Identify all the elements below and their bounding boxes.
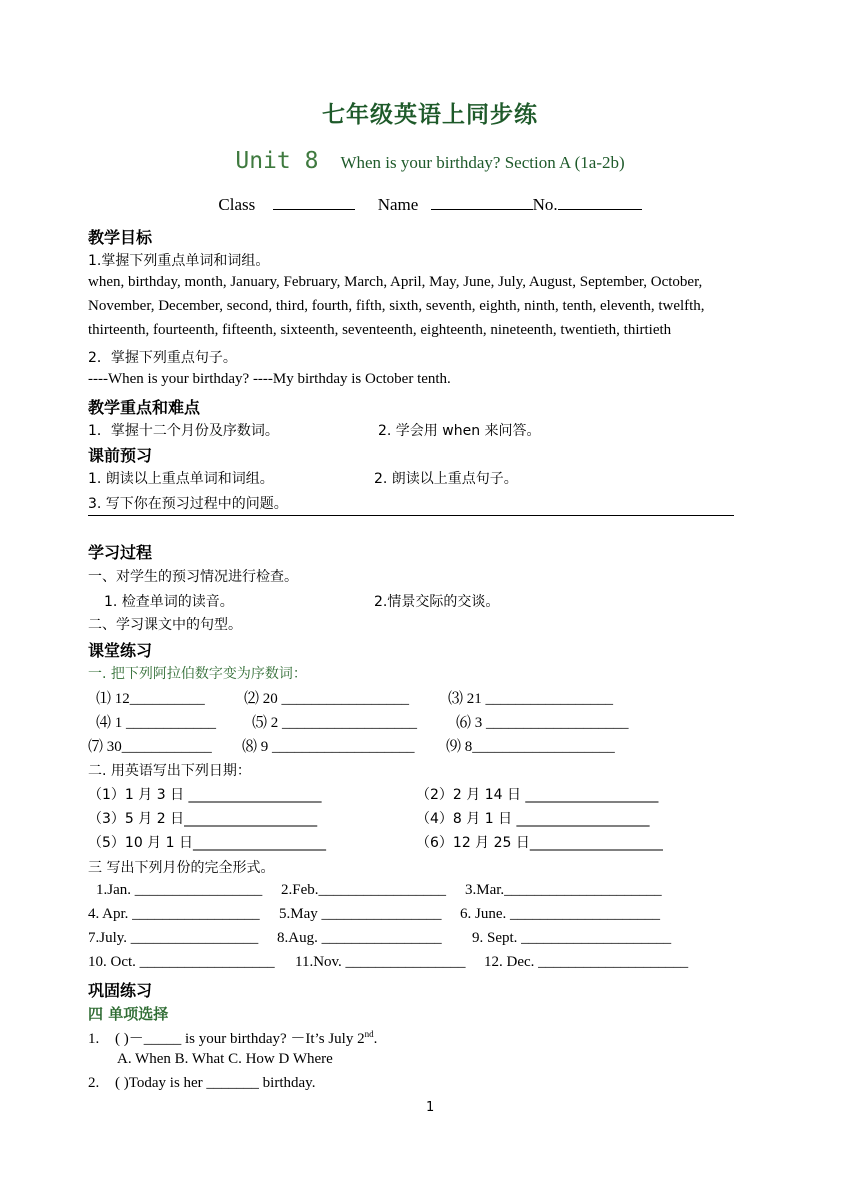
page-title: 七年级英语上同步练 [322, 102, 538, 128]
ordinal-item[interactable]: ⑴ 12__________ [96, 691, 205, 707]
ordinal-item[interactable]: ⑸ 2 __________________ [252, 715, 418, 731]
preview-item-1: 1. 朗读以上重点单词和词组。 [88, 471, 274, 487]
date-item[interactable]: （4）8 月 1 日 ___________________ [416, 811, 650, 827]
section3-title: 三 写出下列月份的完全形式。 [88, 860, 275, 876]
process-heading: 学习过程 [88, 543, 153, 562]
section4-title: 四 单项选择 [88, 1005, 169, 1023]
class-label: Class [218, 195, 256, 214]
date-item[interactable]: （1）1 月 3 日 ___________________ [88, 787, 322, 803]
name-label: Name [377, 195, 419, 214]
preview-heading: 课前预习 [88, 446, 153, 465]
process-line-2b: 2.情景交际的交谈。 [374, 594, 500, 610]
answer-parentheses[interactable]: ( ) [115, 1031, 129, 1047]
objectives-item2: 2．掌握下列重点句子。 [88, 350, 237, 366]
question-2 [88, 1075, 315, 1092]
no-blank[interactable] [558, 194, 642, 210]
month-item[interactable]: 10. Oct. __________________ [88, 954, 275, 970]
objectives-item1: 1.掌握下列重点单词和词组。 [88, 253, 270, 269]
month-item[interactable]: 9. Sept. ____________________ [472, 930, 672, 946]
date-item[interactable]: （5）10 月 1 日___________________ [88, 835, 326, 851]
preview-item-3: 3. 写下你在预习过程中的问题。 [88, 496, 288, 512]
ordinal-item[interactable]: ⑵ 20 _________________ [244, 691, 410, 707]
classwork-heading: 课堂练习 [88, 641, 153, 660]
word-list-line2: November, December, second, third, fourth, fifth, sixth, seventh, eighth, ninth, tenth, eleventh, twelfth, [88, 298, 705, 314]
question-end: . [373, 1031, 378, 1047]
month-item[interactable]: 12. Dec. ____________________ [484, 954, 689, 970]
page-number: 1 [426, 1100, 435, 1115]
ordinal-item[interactable]: ⑻ 9 ___________________ [242, 739, 415, 755]
process-line-1: 一、对学生的预习情况进行检查。 [88, 569, 298, 585]
ordinal-item[interactable]: ⑶ 21 _________________ [448, 691, 614, 707]
word-list-line3: thirteenth, fourteenth, fifteenth, sixteenth, seventeenth, eighteenth, nineteenth, twentieth, thirtieth [88, 322, 672, 338]
name-blank[interactable] [431, 194, 533, 210]
answer-parentheses[interactable]: ( ) [115, 1075, 129, 1091]
preview-answer-line[interactable] [88, 515, 734, 516]
preview-item-2: 2. 朗读以上重点句子。 [374, 471, 518, 487]
keypoint-2: 2. 学会用 when 来问答。 [378, 423, 541, 439]
section1-title: 一. 把下列阿拉伯数字变为序数词： [88, 666, 307, 682]
month-item[interactable]: 5.May ________________ [279, 906, 442, 922]
question-1 [88, 1027, 377, 1048]
ordinal-item[interactable]: ⑼ 8___________________ [446, 739, 615, 755]
key-sentence: ----When is your birthday? ----My birthday is October tenth. [88, 371, 451, 387]
ordinal-item[interactable]: ⑷ 1 ____________ [96, 715, 217, 731]
month-item[interactable]: 7.July. _________________ [88, 930, 259, 946]
month-item[interactable]: 11.Nov. ________________ [295, 954, 466, 970]
month-item[interactable]: 3.Mar._____________________ [465, 882, 662, 898]
ordinal-suffix: nd [364, 1029, 374, 1039]
month-item[interactable]: 2.Feb._________________ [281, 882, 446, 898]
word-list-line1: when, birthday, month, January, February, March, April, May, June, July, August, September, October, [88, 274, 703, 290]
subtitle [0, 148, 860, 174]
class-name-line [0, 194, 860, 215]
section-label: When is your birthday? Section A (1a-2b) [340, 153, 625, 172]
month-item[interactable]: 4. Apr. _________________ [88, 906, 260, 922]
class-blank[interactable] [273, 194, 355, 210]
date-item[interactable]: （6）12 月 25 日___________________ [416, 835, 663, 851]
month-item[interactable]: 6. June. ____________________ [460, 906, 660, 922]
unit-label: Unit 8 [235, 148, 319, 174]
date-item[interactable]: （3）5 月 2 日___________________ [88, 811, 318, 827]
consolidation-heading: 巩固练习 [88, 981, 153, 1000]
question-number: 2. [88, 1075, 100, 1091]
question-text: Today is her _______ birthday. [128, 1075, 316, 1091]
keypoints-heading: 教学重点和难点 [88, 398, 201, 417]
month-item[interactable]: 1.Jan. _________________ [96, 882, 263, 898]
objectives-heading: 教学目标 [88, 228, 153, 247]
question-number: 1. [88, 1031, 100, 1047]
ordinal-item[interactable]: ⑹ 3 ___________________ [456, 715, 629, 731]
process-line-3: 二、学习课文中的句型。 [88, 617, 242, 633]
no-label: No. [532, 195, 558, 214]
process-line-2a: 1. 检查单词的读音。 [104, 594, 234, 610]
keypoint-1: 1．掌握十二个月份及序数词。 [88, 423, 279, 439]
section2-title: 二. 用英语写出下列日期： [88, 763, 251, 779]
date-item[interactable]: （2）2 月 14 日 ___________________ [416, 787, 659, 803]
month-item[interactable]: 8.Aug. ________________ [277, 930, 442, 946]
question-text: －_____ is your birthday? －It’s July 2 [128, 1031, 365, 1047]
question-1-options: A. When B. What C. How D Where [117, 1051, 333, 1067]
ordinal-item[interactable]: ⑺ 30____________ [88, 739, 212, 755]
